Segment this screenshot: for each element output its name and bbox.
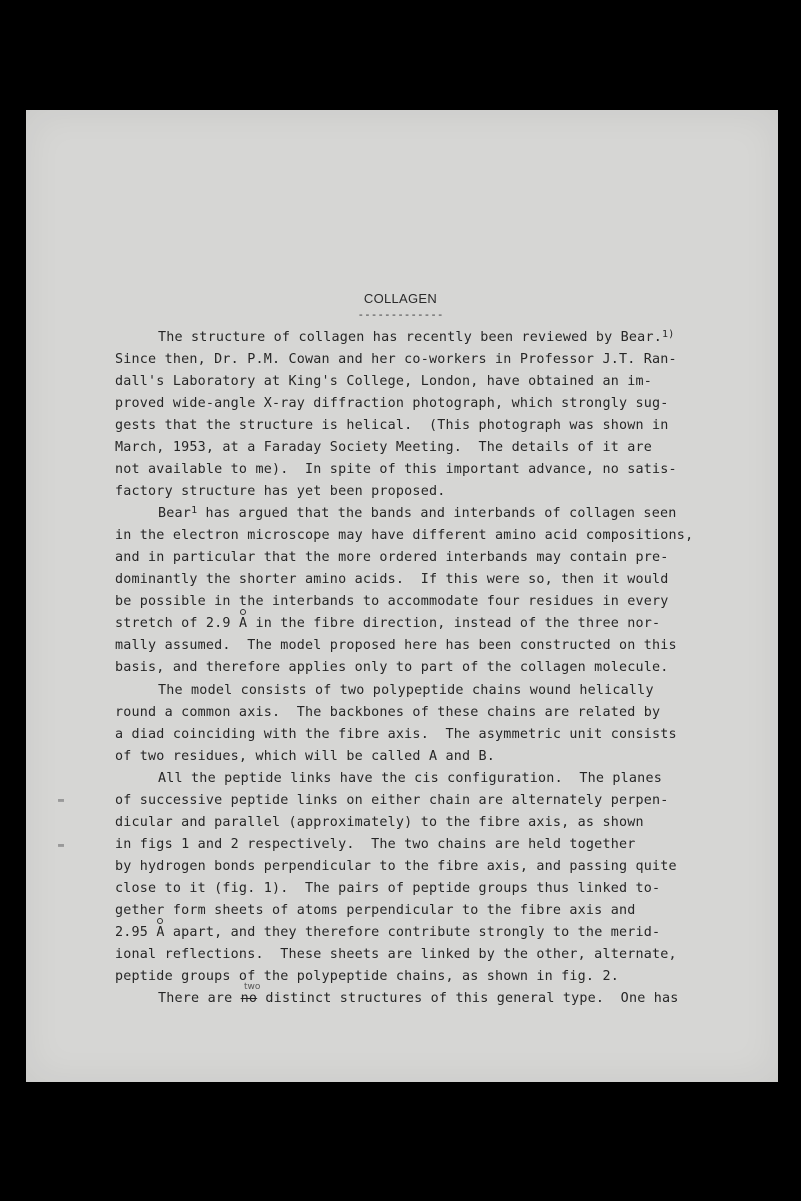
- text-line-11: and in particular that the more ordered interbands may contain pre-: [115, 550, 669, 565]
- text-line-6: March, 1953, at a Faraday Society Meeting. The details of it are: [115, 440, 653, 455]
- text-line-5: gests that the structure is helical. (This photograph was shown in: [115, 418, 669, 433]
- text-line-23: dicular and parallel (approximately) to the fibre axis, as shown: [115, 815, 644, 830]
- text-line-12: dominantly the shorter amino acids. If this were so, then it would: [115, 572, 669, 587]
- text-line-17: The model consists of two polypeptide chains wound helically: [158, 683, 654, 698]
- text-line-15: mally assumed. The model proposed here has been constructed on this: [115, 638, 677, 653]
- text-line-18: round a common axis. The backbones of these chains are related by: [115, 705, 661, 720]
- text-line-24: in figs 1 and 2 respectively. The two chains are held together: [115, 837, 636, 852]
- text-line-19: a diad coinciding with the fibre axis. The asymmetric unit consists: [115, 727, 677, 742]
- text-line-26: close to it (fig. 1). The pairs of peptide groups thus linked to-: [115, 881, 661, 896]
- text-line-10: in the electron microscope may have different amino acid compositions,: [115, 528, 694, 543]
- text-line-7: not available to me). In spite of this important advance, no satis-: [115, 462, 677, 477]
- text-line-1: The structure of collagen has recently been reviewed by Bear.$^{1)}$: [158, 329, 675, 345]
- text-line-22: of successive peptide links on either chain are alternately perpen-: [115, 793, 669, 808]
- text-line-30: peptide groups of the polypeptide chains, as shown in fig. 2.: [115, 969, 619, 984]
- title-underline: -------------: [357, 308, 444, 321]
- text-line-21: All the peptide links have the cis configuration. The planes: [158, 771, 662, 786]
- angstrom-symbol: A: [156, 925, 165, 940]
- text-line-9: Bear$^1$ has argued that the bands and interbands of collagen seen: [158, 505, 677, 521]
- angstrom-symbol: A: [238, 616, 248, 631]
- text-line-14: stretch of 2.9 A in the fibre direction, instead of the three nor-: [115, 616, 661, 631]
- page-title: COLLAGEN: [363, 291, 438, 306]
- text-line-16: basis, and therefore applies only to part of the collagen molecule.: [115, 660, 669, 675]
- struck-word: no: [240, 991, 258, 1006]
- text-line-25: by hydrogen bonds perpendicular to the fibre axis, and passing quite: [115, 859, 677, 874]
- text-line-8: factory structure has yet been proposed.: [115, 484, 446, 499]
- text-line-4: proved wide-angle X-ray diffraction photograph, which strongly sug-: [115, 396, 669, 411]
- handwritten-insert: two: [244, 982, 261, 992]
- margin-mark: ▬: [58, 840, 65, 851]
- text-line-28: 2.95 A apart, and they therefore contribute strongly to the merid-: [115, 925, 661, 940]
- text-line-20: of two residues, which will be called A and B.: [115, 749, 496, 764]
- text-line-27: gether form sheets of atoms perpendicular to the fibre axis and: [115, 903, 636, 918]
- text-line-13: be possible in the interbands to accommodate four residues in every: [115, 594, 669, 609]
- text-line-3: dall's Laboratory at King's College, London, have obtained an im-: [115, 374, 653, 389]
- text-line-2: Since then, Dr. P.M. Cowan and her co-workers in Professor J.T. Ran-: [115, 352, 677, 367]
- text-line-29: ional reflections. These sheets are linked by the other, alternate,: [115, 947, 677, 962]
- margin-mark: ▬: [58, 795, 65, 806]
- text-line-31: There are no distinct structures of this general type. One has: [158, 991, 679, 1006]
